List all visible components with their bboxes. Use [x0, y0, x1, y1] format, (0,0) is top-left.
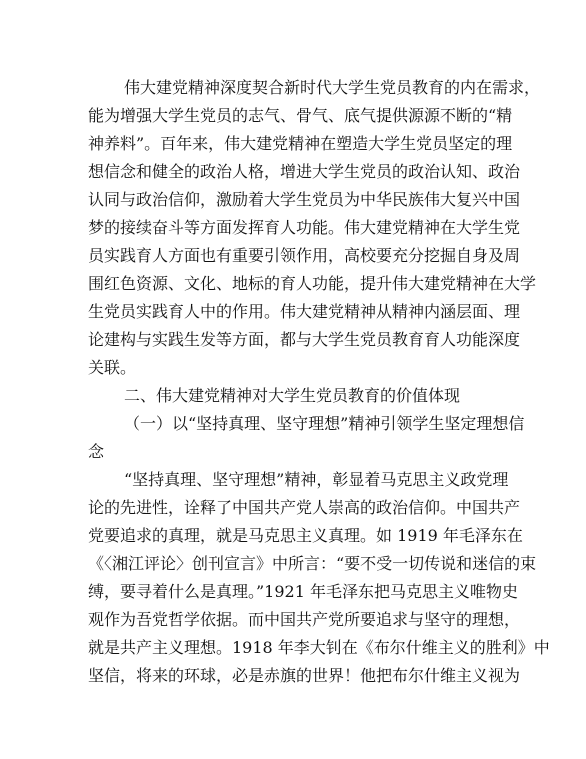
paragraph-line: 员实践育人方面也有重要引领作用，高校要充分挖掘自身及周	[88, 246, 521, 265]
paragraph-line: 党要追求的真理，就是马克思主义真理。如 1919 年毛泽东在	[88, 526, 523, 545]
paragraph-line: 关联。	[88, 358, 137, 377]
paragraph-line: 认同与政治信仰，激励着大学生党员为中华民族伟大复兴中国	[88, 190, 521, 209]
paragraph-line: 能为增强大学生党员的志气、骨气、底气提供源源不断的“精	[88, 106, 513, 125]
paragraph-line: 论建构与实践生发等方面，都与大学生党员教育育人功能深度	[88, 330, 521, 349]
paragraph-line: 神养料”。百年来，伟大建党精神在塑造大学生党员坚定的理	[88, 134, 513, 153]
subsection-heading: 念	[88, 442, 105, 461]
paragraph-line: 梦的接续奋斗等方面发挥育人功能。伟大建党精神在大学生党	[88, 218, 521, 237]
section-heading: 二、伟大建党精神对大学生党员教育的价值体现	[124, 386, 461, 405]
paragraph-line: 坚信，将来的环球，必是赤旗的世界！他把布尔什维主义视为	[88, 666, 521, 685]
subsection-heading: （一）以“坚持真理、坚守理想”精神引领学生坚定理想信	[124, 414, 525, 433]
paragraph-line: “坚持真理、坚守理想”精神，彰显着马克思主义政党理	[124, 470, 509, 489]
paragraph-line: 观作为吾党哲学依据。而中国共产党所要追求与坚守的理想，	[88, 610, 521, 629]
paragraph-line: 《〈湘江评论〉创刊宣言》中所言：“要不受一切传说和迷信的束	[88, 554, 537, 573]
paragraph-line: 生党员实践育人中的作用。伟大建党精神从精神内涵层面、理	[88, 302, 521, 321]
paragraph-line: 想信念和健全的政治人格，增进大学生党员的政治认知、政治	[88, 162, 521, 181]
paragraph-line: 围红色资源、文化、地标的育人功能，提升伟大建党精神在大学	[88, 274, 537, 293]
paragraph-line: 论的先进性，诠释了中国共产党人崇高的政治信仰。中国共产	[88, 498, 521, 517]
paragraph-line: 就是共产主义理想。1918 年李大钊在《布尔什维主义的胜利》中	[88, 638, 550, 657]
paragraph-line: 缚，要寻着什么是真理。”1921 年毛泽东把马克思主义唯物史	[88, 582, 518, 601]
paragraph-line: 伟大建党精神深度契合新时代大学生党员教育的内在需求，	[124, 78, 541, 97]
